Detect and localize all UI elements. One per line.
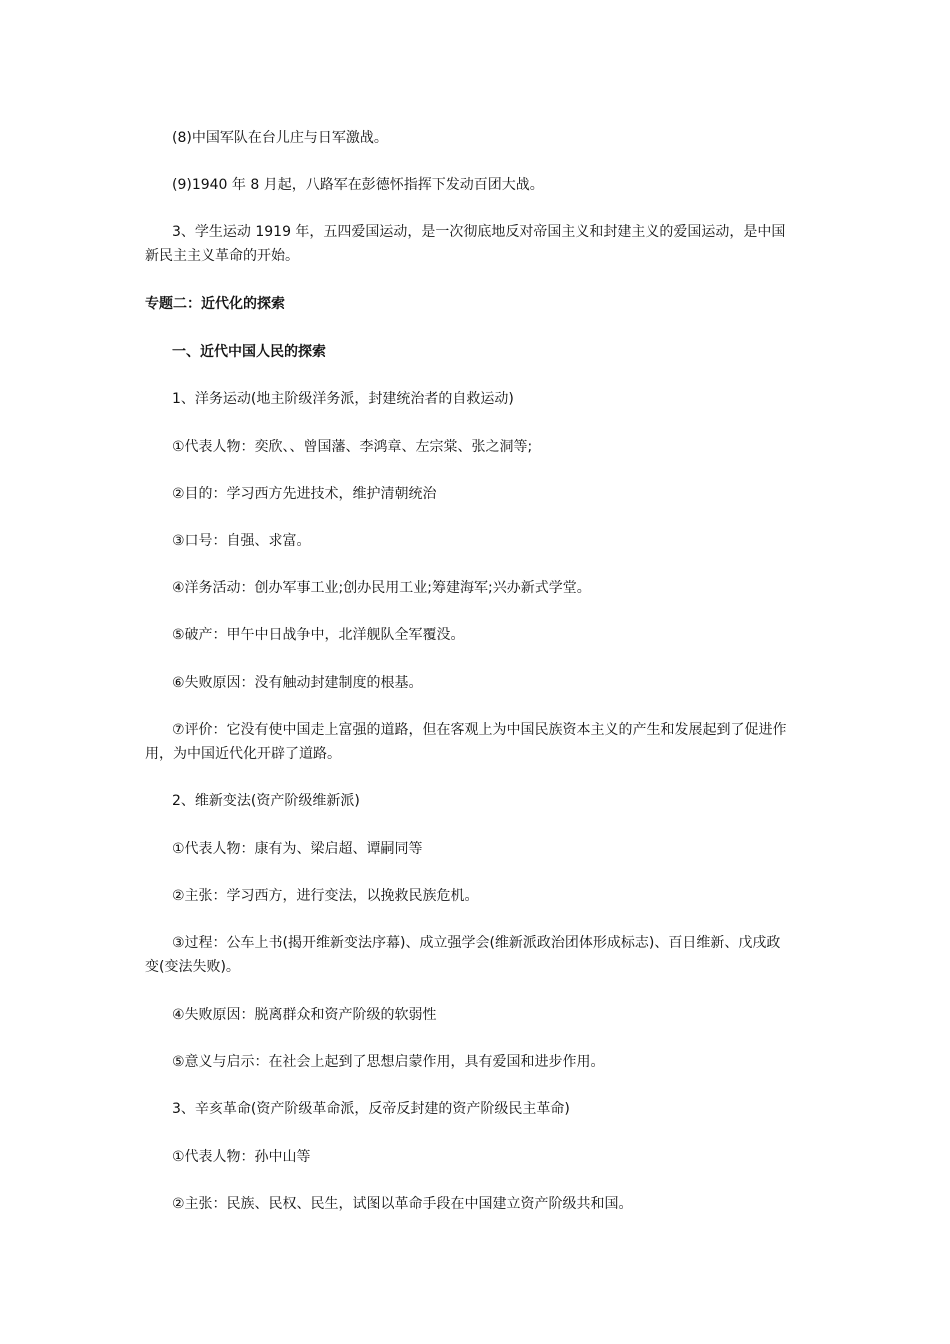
- paragraph-student-movement-cont: 新民主主义革命的开始。: [145, 248, 299, 264]
- list-item: ⑤意义与启示：在社会上起到了思想启蒙作用，具有爱国和进步作用。: [172, 1054, 605, 1070]
- item-heading-3: 3、辛亥革命(资产阶级革命派，反帝反封建的资产阶级民主革命): [172, 1101, 570, 1117]
- list-item-cont: 用，为中国近代化开辟了道路。: [145, 746, 341, 762]
- list-item: ④洋务活动：创办军事工业;创办民用工业;筹建海军;兴办新式学堂。: [172, 580, 591, 596]
- paragraph-student-movement: 3、学生运动 1919 年，五四爱国运动，是一次彻底地反对帝国主义和封建主义的爱国运动，是中国: [172, 224, 786, 240]
- list-item: ④失败原因：脱离群众和资产阶级的软弱性: [172, 1007, 437, 1023]
- section-heading: 专题二：近代化的探索: [145, 296, 285, 312]
- list-item: ⑦评价：它没有使中国走上富强的道路，但在客观上为中国民族资本主义的产生和发展起到了促进作: [172, 722, 787, 738]
- list-item: ②主张：民族、民权、民生，试图以革命手段在中国建立资产阶级共和国。: [172, 1196, 633, 1212]
- list-item: ①代表人物：孙中山等: [172, 1149, 311, 1165]
- paragraph-9: (9)1940 年 8 月起，八路军在彭德怀指挥下发动百团大战。: [172, 177, 544, 193]
- item-heading-1: 1、洋务运动(地主阶级洋务派，封建统治者的自救运动): [172, 391, 514, 407]
- list-item: ⑥失败原因：没有触动封建制度的根基。: [172, 675, 423, 691]
- paragraph-8: (8)中国军队在台儿庄与日军激战。: [172, 130, 388, 146]
- list-item: ①代表人物：奕欣、、曾国藩、李鸿章、左宗棠、张之洞等;: [172, 439, 533, 455]
- list-item: ②目的：学习西方先进技术，维护清朝统治: [172, 486, 437, 502]
- list-item: ③口号：自强、求富。: [172, 533, 311, 549]
- subsection-heading: 一、近代中国人民的探索: [172, 344, 326, 360]
- list-item: ②主张：学习西方，进行变法，以挽救民族危机。: [172, 888, 479, 904]
- item-heading-2: 2、维新变法(资产阶级维新派): [172, 793, 360, 809]
- list-item: ①代表人物：康有为、梁启超、谭嗣同等: [172, 841, 423, 857]
- list-item-cont: 变(变法失败)。: [145, 959, 240, 975]
- list-item: ③过程：公车上书(揭开维新变法序幕)、成立强学会(维新派政治团体形成标志)、百日维新、戊戌政: [172, 935, 781, 951]
- list-item: ⑤破产：甲午中日战争中，北洋舰队全军覆没。: [172, 627, 465, 643]
